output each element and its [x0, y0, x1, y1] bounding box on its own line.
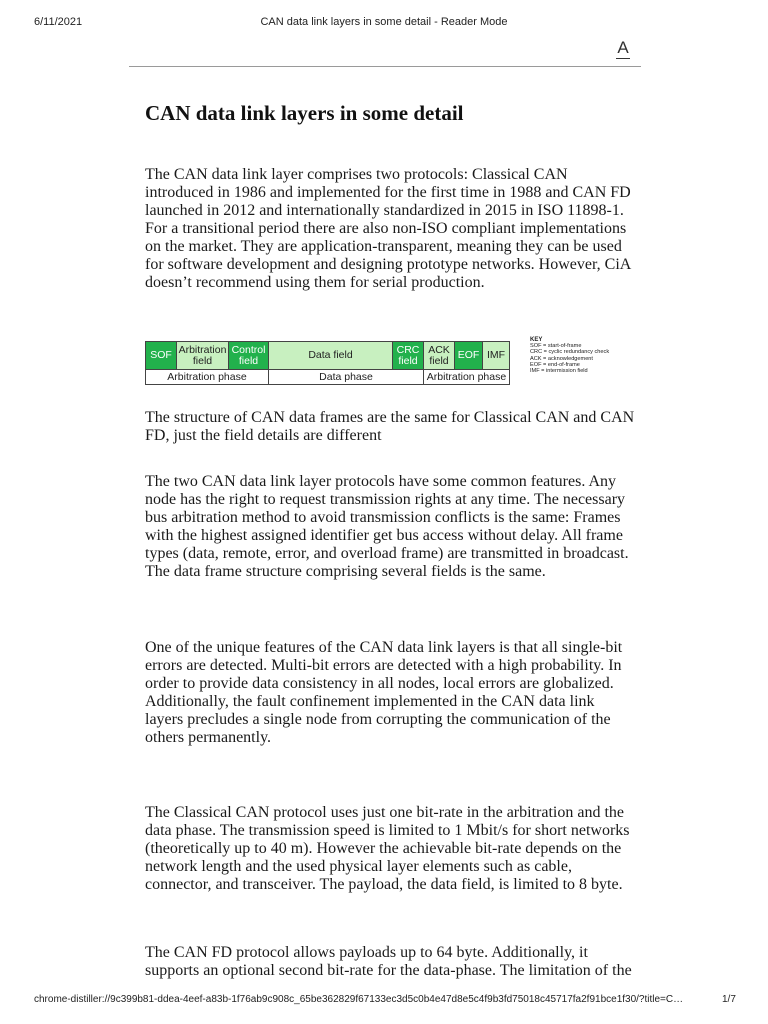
phase-arbitration: Arbitration phase	[146, 370, 269, 385]
key-crc: CRC = cyclic redundancy check	[530, 349, 610, 356]
key-imf: IMF = intermission field	[530, 368, 588, 375]
paragraph-can-fd	[145, 928, 635, 996]
field-imf: IMF	[483, 342, 510, 370]
field-data: Data field	[269, 342, 393, 370]
article-heading-block	[145, 98, 635, 128]
header-divider	[129, 66, 641, 67]
paragraph-text: The two CAN data link layer protocols have some common features. Any node has the right to request transmission rights at any time. The necessary bus arbitration method to avoid transmission conflicts is the same: Frames with the highest assigned identifier get bus access without delay. All frame types (data, remote, error, and overload frame) are transmitted in broadcast. The data frame structure comprising several fields is the same.	[145, 473, 629, 580]
paragraph-text: The CAN data link layer comprises two protocols: Classical CAN introduced in 1986 and implemented for the first time in 1988 and CAN FD launched in 2012 and internationally standardized in 2015 in ISO 11898-1. For a transitional period there are also non-ISO compliant implementations on the market. They are application-transparent, meaning they can be used for software development and designing prototype networks. However, CiA doesn’t recommend using them for serial production.	[145, 166, 631, 291]
paragraph-text: One of the unique features of the CAN data link layers is that all single-bit errors are detected. Multi-bit errors are detected with a high probability. In order to provide data consistency in all nodes, local errors are globalized. Additionally, the fault confinement implemented in the CAN data link layers precludes a single node from corrupting the communication of the others permanently.	[145, 639, 623, 746]
field-crc: CRC field	[393, 342, 424, 370]
key-ack: ACK = acknowledgement	[530, 355, 593, 362]
print-page-title: CAN data link layers in some detail - Reader Mode	[260, 16, 508, 28]
figure-caption	[145, 393, 635, 461]
font-settings-label: A	[617, 38, 629, 57]
print-date: 6/11/2021	[34, 16, 83, 28]
field-arbitration: Arbitration field	[177, 342, 229, 370]
phase-data: Data phase	[269, 370, 424, 385]
field-ack: ACK field	[424, 342, 455, 370]
print-footer	[0, 994, 768, 1008]
field-eof: EOF	[455, 342, 483, 370]
figure-key	[530, 337, 640, 374]
key-eof: EOF = end-of-frame	[530, 361, 580, 368]
field-sof: SOF	[146, 342, 177, 370]
can-frame-diagram	[145, 341, 510, 385]
font-settings-icon[interactable]	[612, 38, 634, 60]
can-frame-figure	[145, 339, 635, 387]
paragraph-text: The CAN FD protocol allows payloads up to 64 byte. Additionally, it supports an optional second bit-rate for the data-phase. The limitation of the	[145, 944, 632, 979]
paragraph-error-detection	[145, 623, 635, 763]
print-url: chrome-distiller://9c399b81-ddea-4eef-a83b-1f76ab9c908c_65be362829f67133ec3d5c0b4e47d8e5c4f9b3fd75018c45717fa2f91bce1f30/?title=C…	[34, 994, 684, 1005]
phase-arbitration-2: Arbitration phase	[424, 370, 510, 385]
paragraph-classical-can	[145, 788, 635, 910]
key-title: KEY	[530, 337, 543, 343]
article-title: CAN data link layers in some detail	[145, 101, 464, 125]
paragraph-common-features	[145, 457, 635, 597]
paragraph-text: The Classical CAN protocol uses just one bit-rate in the arbitration and the data phase. The transmission speed is limited to 1 Mbit/s for short networks (theoretically up to 40 m). However the achievable bit-rate depends on the network length and the used physical layer elements such as cable, connector, and transceiver. The payload, the data field, is limited to 8 byte.	[145, 804, 630, 893]
paragraph-intro	[145, 150, 635, 308]
field-control: Control field	[229, 342, 269, 370]
caption-text: The structure of CAN data frames are the same for Classical CAN and CAN FD, just the field details are different	[145, 409, 635, 444]
font-icon-underline	[616, 58, 630, 59]
key-sof: SOF = start-of-frame	[530, 343, 582, 350]
print-header	[0, 16, 768, 32]
page-number: 1/7	[722, 994, 736, 1005]
